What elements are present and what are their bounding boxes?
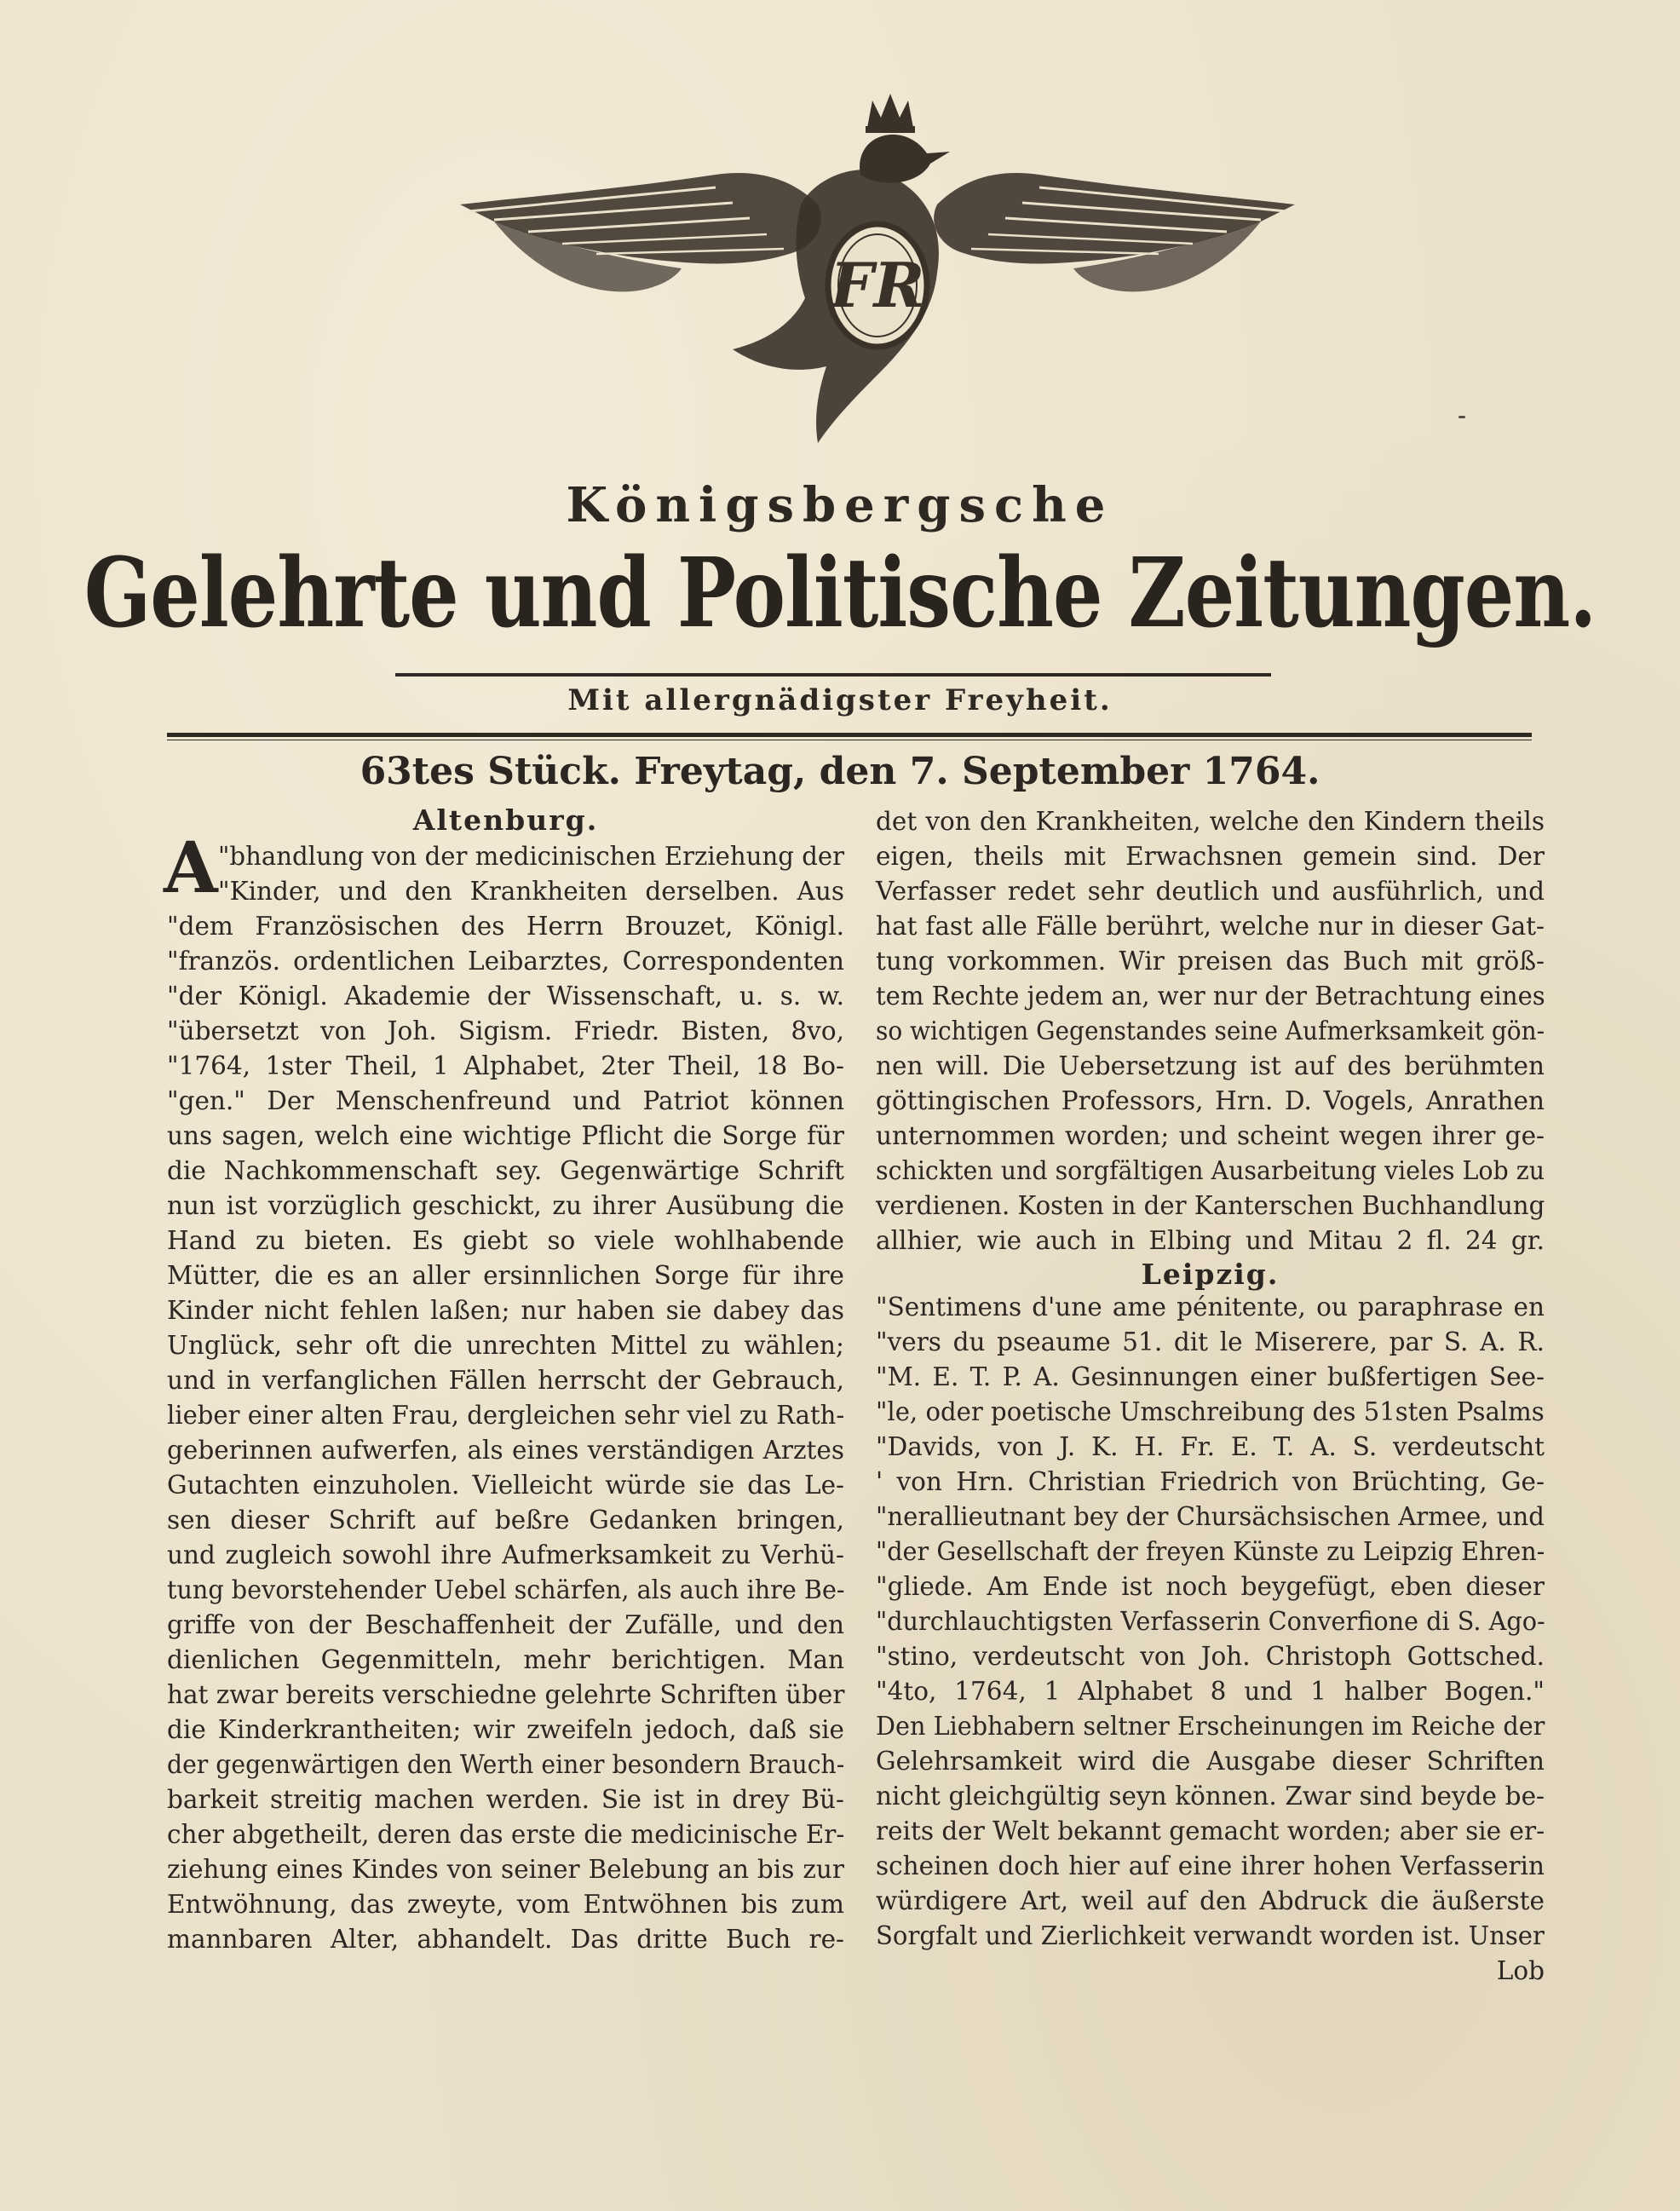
ink-speck <box>1458 416 1465 418</box>
eagle-head <box>860 135 950 183</box>
article-line: "der Königl. Akademie der Wissenschaft, u. s. w. <box>167 982 844 1010</box>
article-line: "Davids, von J. K. H. Fr. E. T. A. S. verdeutscht <box>876 1432 1545 1461</box>
article-line: verdienen. Kosten in der Kanterschen Buchhandlung <box>876 1191 1545 1220</box>
article-line: Mütter, die es an aller ersinnlichen Sorge für ihre <box>167 1261 844 1290</box>
article-line: und in verfanglichen Fällen herrscht der Gebrauch, <box>167 1366 844 1395</box>
article-line: reits der Welt bekannt gemacht worden; aber sie er- <box>876 1817 1545 1845</box>
article-line: "dem Französischen des Herrn Brouzet, Königl. <box>167 912 844 941</box>
article-line: Verfasser redet sehr deutlich und ausführlich, und <box>876 877 1545 906</box>
header-divider <box>167 733 1532 737</box>
article-line: "gen." Der Menschenfreund und Patriot können <box>167 1086 844 1115</box>
section-heading-leipzig: Leipzig. <box>1141 1258 1280 1291</box>
article-line: würdigere Art, weil auf den Abdruck die äußerste <box>876 1886 1545 1915</box>
article-line: allhier, wie auch in Elbing und Mitau 2 fl. 24 gr. <box>876 1226 1545 1255</box>
article-line: "der Gesellschaft der freyen Künste zu Leipzig Ehren- <box>876 1537 1545 1566</box>
article-line: ' von Hrn. Christian Friedrich von Brüchting, Ge- <box>876 1467 1545 1496</box>
article-line: "vers du pseaume 51. dit le Miserere, par S. A. R. <box>876 1327 1545 1356</box>
article-line: "4to, 1764, 1 Alphabet 8 und 1 halber Bogen." <box>876 1677 1545 1706</box>
article-line: nicht gleichgültig seyn können. Zwar sind beyde be- <box>876 1782 1545 1811</box>
article-line: Entwöhnung, das zweyte, vom Entwöhnen bis zum <box>167 1890 844 1919</box>
article-line: nun ist vorzüglich geschickt, zu ihrer Ausübung die <box>167 1191 844 1220</box>
article-line: schickten und sorgfältigen Ausarbeitung vieles Lob zu <box>876 1156 1545 1185</box>
crowned-eagle-emblem <box>460 94 1295 460</box>
eagle-left-wing <box>460 173 821 291</box>
article-line: und zugleich sowohl ihre Aufmerksamkeit zu Verhü- <box>167 1540 844 1569</box>
article-line: "le, oder poetische Umschreibung des 51sten Psalms <box>876 1397 1545 1426</box>
article-line: griffe von der Beschaffenheit der Zufälle, und den <box>167 1610 844 1639</box>
article-line: lieber einer alten Frau, dergleichen sehr viel zu Rath- <box>167 1401 845 1430</box>
eagle-right-wing <box>934 173 1295 291</box>
article-line: göttingischen Professors, Hrn. D. Vogels, Anrathen <box>876 1086 1545 1115</box>
article-line: eigen, theils mit Erwachsnen gemein sind. Der <box>876 842 1545 871</box>
article-line: die Kinderkrantheiten; wir zweifeln jedoch, daß sie <box>167 1715 844 1744</box>
article-line: "durchlauchtigsten Verfasserin Converfione di S. Ago- <box>876 1607 1545 1636</box>
article-line: mannbaren Alter, abhandelt. Das dritte Buch re- <box>167 1925 844 1954</box>
article-line: tem Rechte jedem an, wer nur der Betrachtung eines <box>876 982 1545 1010</box>
article-line: sen dieser Schrift auf beßre Gedanken bringen, <box>167 1506 844 1534</box>
article-line: hat fast alle Fälle berührt, welche nur in dieser Gat- <box>876 912 1545 941</box>
article-line: Den Liebhabern seltner Erscheinungen im Reiche der <box>876 1712 1545 1741</box>
article-line: "nerallieutnant bey der Chursächsischen Armee, und <box>876 1502 1545 1531</box>
article-line: ziehung eines Kindes von seiner Belebung an bis zur <box>167 1855 844 1884</box>
article-line: Kinder nicht fehlen laßen; nur haben sie dabey das <box>167 1296 844 1325</box>
article-line: Sorgfalt und Zierlichkeit verwandt worden ist. Unser <box>876 1921 1545 1950</box>
catchword: Lob <box>1496 1956 1545 1985</box>
article-line: uns sagen, welch eine wichtige Pflicht die Sorge für <box>167 1121 844 1150</box>
article-line: "französ. ordentlichen Leibarztes, Correspondenten <box>167 947 844 976</box>
article-line: "M. E. T. P. A. Gesinnungen einer bußfertigen See- <box>876 1362 1545 1391</box>
article-line: tung vorkommen. Wir preisen das Buch mit größ- <box>876 947 1545 976</box>
privilege-line: Mit allergnädigster Freyheit. <box>567 683 1113 717</box>
article-line: "stino, verdeutscht von Joh. Christoph Gottsched. <box>876 1642 1545 1671</box>
article-line: "übersetzt von Joh. Sigism. Friedr. Bisten, 8vo, <box>167 1016 844 1045</box>
article-line: die Nachkommenschaft sey. Gegenwärtige Schrift <box>167 1156 844 1185</box>
article-line: so wichtigen Gegenstandes seine Aufmerksamkeit gön- <box>876 1016 1545 1045</box>
article-line: "gliede. Am Ende ist noch beygefügt, eben dieser <box>876 1572 1545 1601</box>
article-line: Gelehrsamkeit wird die Ausgabe dieser Schriften <box>876 1747 1545 1776</box>
article-line: tung bevorstehender Uebel schärfen, als auch ihre Be- <box>167 1575 845 1604</box>
masthead-city-title: Königsbergsche <box>566 477 1114 533</box>
article-line: det von den Krankheiten, welche den Kindern theils <box>876 807 1545 836</box>
article-line: barkeit streitig machen werden. Sie ist in drey Bü- <box>167 1785 844 1814</box>
article-line: "bhandlung von der medicinischen Erziehung der <box>218 842 845 871</box>
article-line: hat zwar bereits verschiedne gelehrte Schriften über <box>167 1680 845 1709</box>
article-line: Unglück, sehr oft die unrechten Mittel zu wählen; <box>167 1331 844 1360</box>
article-line: "Kinder, und den Krankheiten derselben. Aus <box>218 877 844 906</box>
article-line: Gutachten einzuholen. Vielleicht würde sie das Le- <box>167 1471 844 1500</box>
section-heading-altenburg: Altenburg. <box>412 803 599 837</box>
article-line: der gegenwärtigen den Werth einer besondern Brauch- <box>167 1750 845 1779</box>
article-line: "Sentimens d'une ame pénitente, ou paraphrase en <box>876 1293 1545 1321</box>
drop-cap: A <box>164 827 218 909</box>
article-line: scheinen doch hier auf eine ihrer hohen Verfasserin <box>876 1851 1545 1880</box>
masthead-main-title: Gelehrte und Politische Zeitungen. <box>83 537 1597 649</box>
article-line: nen will. Die Uebersetzung ist auf des berühmten <box>876 1051 1545 1080</box>
monogram-text: FR <box>830 249 925 321</box>
masthead-rule <box>395 673 1271 677</box>
fr-monogram-medallion <box>828 224 927 347</box>
article-line: Hand zu bieten. Es giebt so viele wohlhabende <box>167 1226 844 1255</box>
crown-icon <box>866 94 915 133</box>
article-line: cher abgetheilt, deren das erste die medicinische Er- <box>167 1820 845 1849</box>
article-line: unternommen worden; und scheint wegen ihrer ge- <box>876 1121 1545 1150</box>
article-line: dienlichen Gegenmitteln, mehr berichtigen. Man <box>167 1645 844 1674</box>
issue-date-line: 63tes Stück. Freytag, den 7. September 1764. <box>360 750 1320 793</box>
article-line: geberinnen aufwerfen, als eines verständigen Arztes <box>167 1436 844 1465</box>
article-line: "1764, 1ster Theil, 1 Alphabet, 2ter Theil, 18 Bo- <box>167 1051 844 1080</box>
